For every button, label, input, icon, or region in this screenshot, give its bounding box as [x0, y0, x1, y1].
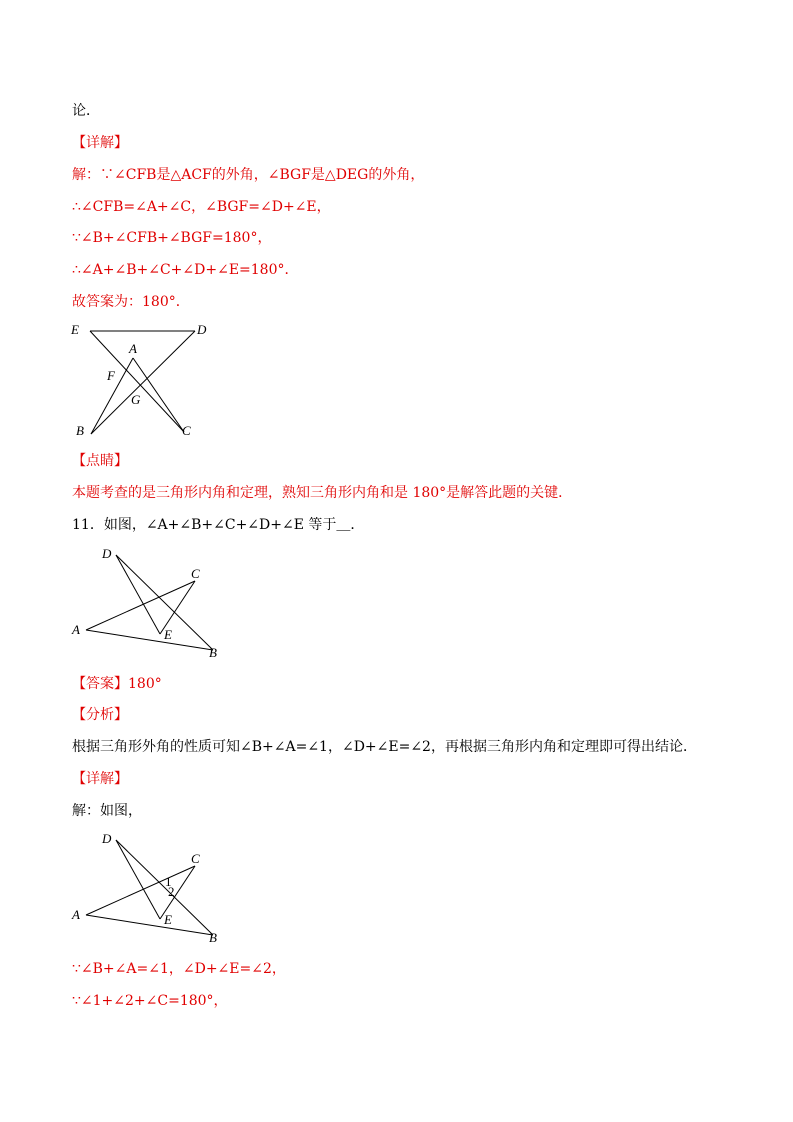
figure-2	[68, 545, 228, 663]
solution-answer-line: 故答案为：180°．	[72, 294, 190, 310]
figure-3	[68, 830, 228, 948]
label-B: B	[209, 645, 217, 660]
label-D: D	[102, 546, 112, 561]
detail-line-1: 解：如图，	[72, 803, 142, 819]
solution-line-1: 解：∵∠CFB是△ACF的外角，∠BGF是△DEG的外角，	[72, 167, 425, 183]
label-A: A	[129, 341, 137, 356]
label-G: G	[131, 392, 141, 407]
solution-line-3: ∵∠B+∠CFB+∠BGF=180°，	[72, 230, 272, 246]
figure-1	[68, 320, 228, 442]
segment-DE	[116, 555, 160, 634]
answer-line: 【答案】180°	[72, 676, 162, 692]
label-D: D	[197, 322, 207, 337]
label-angle-2: 2	[168, 884, 175, 899]
label-C: C	[191, 851, 200, 866]
detail-line-2: ∵∠B+∠A=∠1，∠D+∠E=∠2，	[72, 961, 286, 977]
detail-line-3: ∵∠1+∠2+∠C=180°，	[72, 993, 228, 1009]
segment-AC	[133, 358, 184, 432]
label-F: F	[107, 368, 115, 383]
label-angle-1: 1	[165, 874, 172, 889]
label-E: E	[164, 912, 172, 927]
section-heading-analysis: 【分析】	[72, 707, 128, 723]
label-B: B	[209, 930, 217, 945]
solution-line-2: ∴∠CFB=∠A+∠C，∠BGF=∠D+∠E，	[72, 199, 331, 215]
point-line-1: 本题考查的是三角形内角和定理，熟知三角形内角和是 180°是解答此题的关键．	[72, 485, 573, 501]
label-C: C	[182, 423, 191, 438]
label-B: B	[76, 423, 84, 438]
label-C: C	[191, 566, 200, 581]
label-E: E	[71, 322, 79, 337]
analysis-line-1: 根据三角形外角的性质可知∠B+∠A=∠1，∠D+∠E=∠2，再根据三角形内角和定理即可得出结论．	[72, 739, 697, 755]
segment-EC	[90, 331, 184, 432]
solution-line-4: ∴∠A+∠B+∠C+∠D+∠E=180°．	[72, 262, 299, 278]
label-A: A	[72, 907, 80, 922]
segment-DE	[116, 840, 160, 919]
segment-AB	[86, 630, 213, 650]
section-heading-point: 【点睛】	[72, 453, 128, 469]
text-continuation: 论．	[72, 103, 100, 119]
segment-AB	[86, 915, 213, 935]
label-A: A	[72, 622, 80, 637]
section-heading-detail-2: 【详解】	[72, 771, 128, 787]
section-heading-detail: 【详解】	[72, 135, 128, 151]
question-11: 11．如图，∠A+∠B+∠C+∠D+∠E 等于＿．	[72, 517, 365, 533]
label-E: E	[164, 627, 172, 642]
label-D: D	[102, 831, 112, 846]
